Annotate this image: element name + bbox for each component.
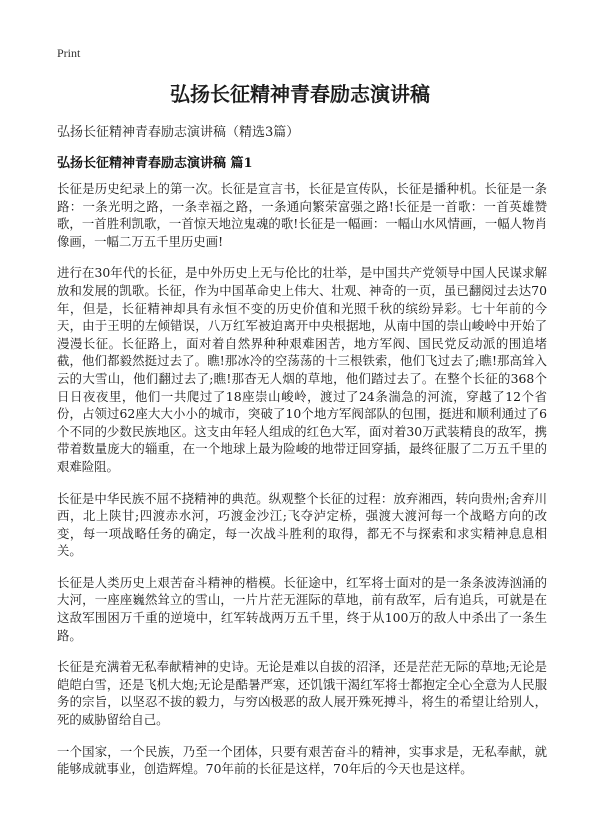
document-title: 弘扬长征精神青春励志演讲稿 — [170, 82, 430, 106]
document-subtitle: 弘扬长征精神青春励志演讲稿（精选3篇） — [57, 125, 300, 140]
paragraph: 进行在30年代的长征，是中外历史上无与伦比的壮举，是中国共产党领导中国人民谋求解放和发展的凯歌。长征，作为中国革命史上伟大、壮观、神奇的一页，虽已翻阅过去达70年，但是，长征精神却具有永恒不变的历史价值和光照千秋的缤纷异彩。七十年前的今天，由于王明的左倾错误，八万红军被迫离开中央根据地，从南中国的崇山峻岭中开始了漫漫长征。长征路上，面对着自然界种种艰难困苦，地方军阀、国民党反动派的围追堵截，他们都毅然挺过去了。瞧!那冰冷的空荡荡的十三根铁索，他们飞过去了;瞧!那高耸入云的大雪山，他们翻过去了;瞧!那杳无人烟的草地，他们踏过去了。在整个长征的368个日日夜夜里，他们一共爬过了18座崇山峻岭，渡过了24条湍急的河流，穿越了12个省份，占领过62座大大小小的城市，突破了10个地方军阀部队的包围，挺进和顺利通过了6个不同的少数民族地区。这支由年轻人组成的红色大军，面对着30万武装精良的敌军，携带着数量庞大的辎重，在一个地球上最为险峻的地带迂回穿插，最终征服了二万五千里的艰难险阻。 — [57, 265, 547, 474]
paragraph: 长征是充满着无私奉献精神的史诗。无论是难以自拔的沼泽，还是茫茫无际的草地;无论是皑皑白雪，还是飞机大炮;无论是酷暑严寒，还饥饿干渴红军将士都抱定全心全意为人民服务的宗旨，以坚忍不拔的毅力，与穷凶极恶的敌人展开殊死搏斗，将生的希望让给别人，死的威胁留给自己。 — [57, 659, 547, 728]
paragraph: 长征是人类历史上艰苦奋斗精神的楷模。长征途中，红军将士面对的是一条条波涛汹涌的大河，一座座巍然耸立的雪山，一片片茫无涯际的草地，前有敌军，后有追兵，可就是在这敌军围困万千重的逆境中，红军转战两万五千里，终于从100万的敌人中杀出了一条生路。 — [57, 574, 547, 643]
article-body — [57, 180, 547, 792]
print-link[interactable]: Print — [57, 46, 81, 60]
paragraph: 长征是中华民族不屈不挠精神的典范。纵观整个长征的过程：放弃湘西，转向贵州;舍弃川西，北上陕甘;四渡赤水河，巧渡金沙江;飞夺泸定桥，强渡大渡河每一个战略方向的改变，每一项战略任务的确定，每一次战斗胜利的取得，都无不与探索和求实精神息息相关。 — [57, 490, 547, 559]
paragraph: 一个国家，一个民族，乃至一个团体，只要有艰苦奋斗的精神，实事求是，无私奉献，就能够成就事业，创造辉煌。70年前的长征是这样，70年后的今天也是这样。 — [57, 743, 547, 777]
section-heading: 弘扬长征精神青春励志演讲稿 篇1 — [57, 156, 253, 171]
paragraph: 长征是历史纪录上的第一次。长征是宣言书，长征是宣传队，长征是播种机。长征是一条路：一条光明之路，一条幸福之路，一条通向繁荣富强之路!长征是一首歌：一首英雄赞歌，一首胜利凯歌，一首惊天地泣鬼魂的歌!长征是一幅画：一幅山水风情画，一幅人物肖像画，一幅二万五千里历史画! — [57, 181, 547, 249]
